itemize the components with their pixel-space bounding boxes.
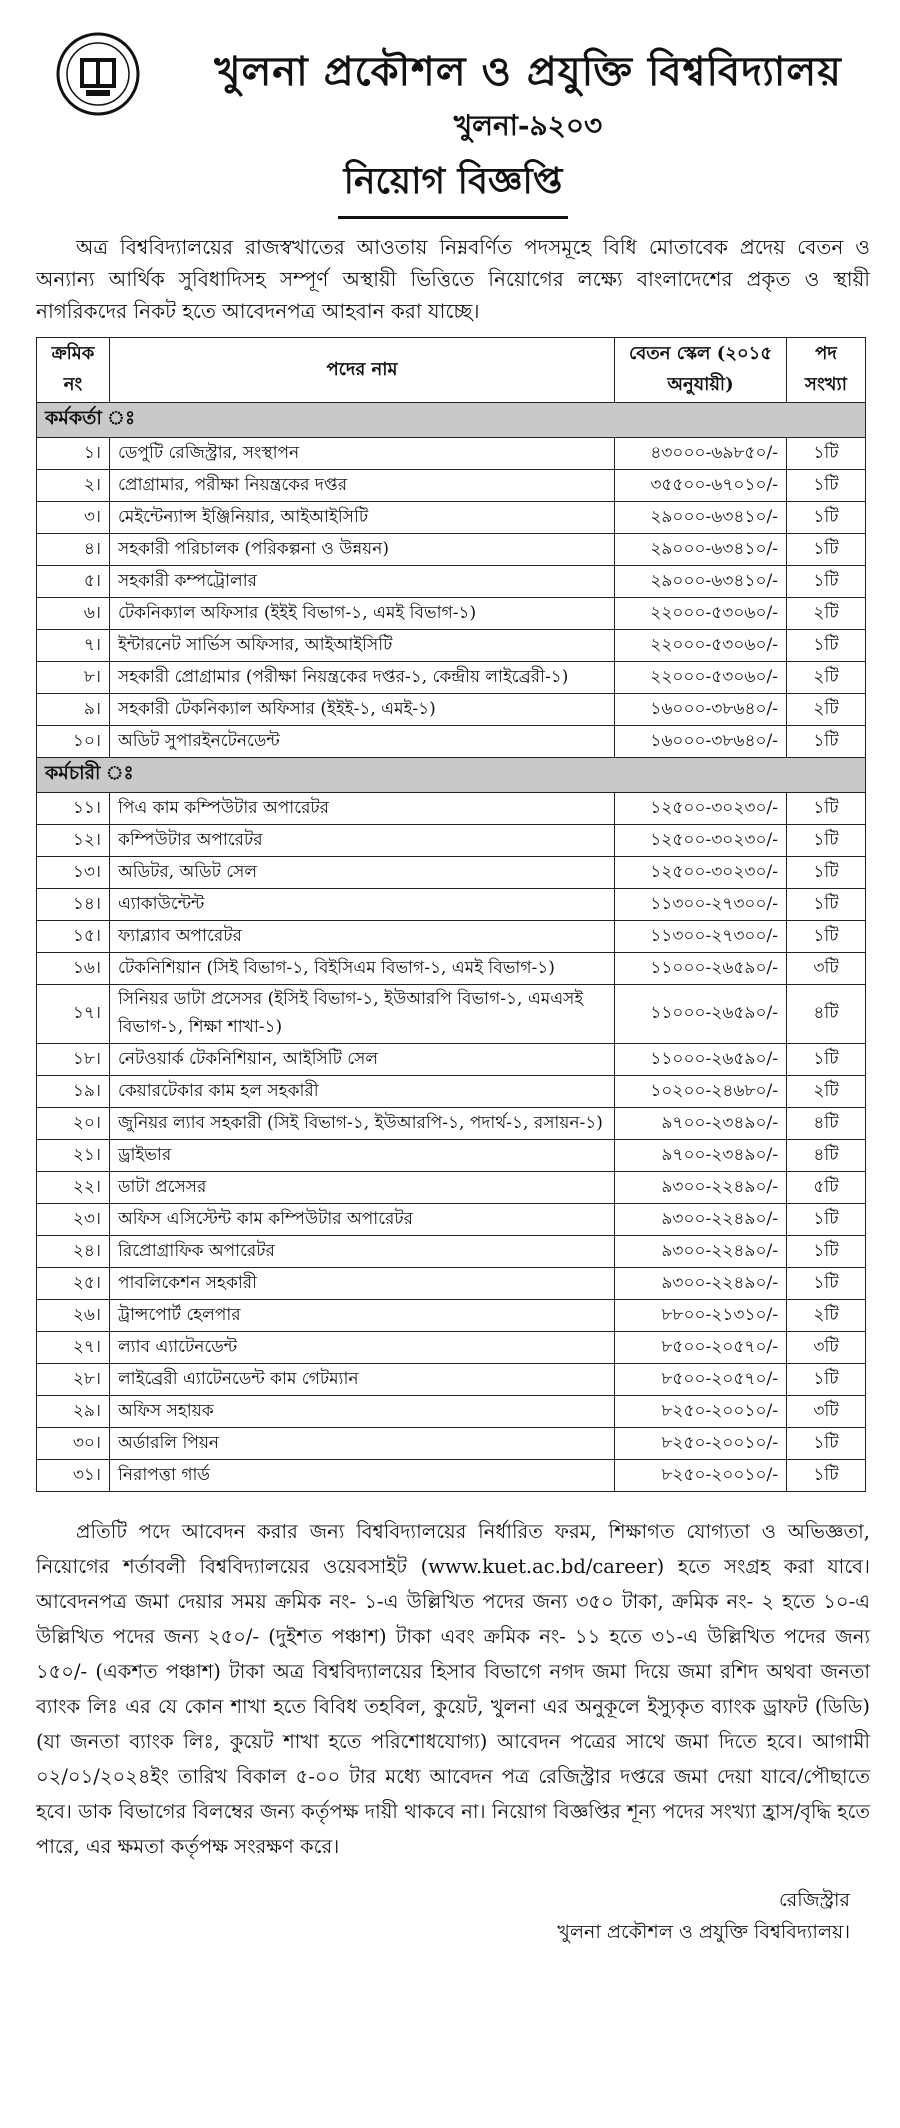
post-name-cell: কেয়ারটেকার কাম হল সহকারী [110, 1076, 615, 1108]
table-row [37, 1268, 866, 1300]
pay-scale-cell: ১১৩০০-২৭৩০০/- [615, 921, 787, 953]
post-count-cell: ৩টি [787, 1332, 866, 1364]
post-count-cell: ১টি [787, 857, 866, 889]
post-name-cell: অফিস সহায়ক [110, 1396, 615, 1428]
post-count-cell: ১টি [787, 502, 866, 534]
pay-scale-cell: ৪৩০০০-৬৯৮৫০/- [615, 438, 787, 470]
post-count-cell: ১টি [787, 566, 866, 598]
pay-scale-cell: ২৯০০০-৬৩৪১০/- [615, 502, 787, 534]
post-count-cell: ১টি [787, 1460, 866, 1492]
pay-scale-cell: ২২০০০-৫৩০৬০/- [615, 630, 787, 662]
post-name-cell: ল্যাব এ্যাটেনডেন্ট [110, 1332, 615, 1364]
pay-scale-cell: ১১০০০-২৬৫৯০/- [615, 953, 787, 985]
application-instructions: প্রতিটি পদে আবেদন করার জন্য বিশ্ববিদ্যালয়ের নির্ধারিত ফরম, শিক্ষাগত যোগ্যতা ও অভিজ্ঞতা, নিয়োগের শর্তাবলী বিশ্ববিদ্যালয়ের ওয়েবসাইট (www.kuet.ac.bd/career) হতে সংগ্রহ করা যাবে। আবেদনপত্র জমা দেয়ার সময় ক্রমিক নং- ১-এ উল্লিখিত পদের জন্য ৩৫০ টাকা, ক্রমিক নং- ২ হতে ১০-এ উল্লিখিত পদের জন্য ২৫০/- (দুইশত পঞ্চাশ) টাকা এবং ক্রমিক নং- ১১ হতে ৩১-এ উল্লিখিত পদের জন্য ১৫০/- (একশত পঞ্চাশ) টাকা অত্র বিশ্ববিদ্যালয়ের হিসাব বিভাগে নগদ জমা দিয়ে জমা রশিদ অথবা জনতা ব্যাংক লিঃ এর যে কোন শাখা হতে বিবিধ তহবিল, কুয়েট, খুলনা এর অনুকূলে ইস্যুকৃত ব্যাংক ড্রাফট (ডিডি) (যা জনতা ব্যাংক লিঃ, কুয়েট শাখা হতে পরিশোধযোগ্য) আবেদন পত্রের সাথে জমা দিতে হবে। আগামী ০২/০১/২০২৪ইং তারিখ বিকাল ৫-০০ টার মধ্যে আবেদন পত্র রেজিস্ট্রার দপ্তরে জমা দেয়া যাবে/পৌছাতে হবে। ডাক বিভাগের বিলম্বের জন্য কর্তৃপক্ষ দায়ী থাকবে না। নিয়োগ বিজ্ঞপ্তির শূন্য পদের সংখ্যা হ্রাস/বৃদ্ধি হতে পারে, এর ক্ষমতা কর্তৃপক্ষ সংরক্ষণ করে। [36, 1520, 870, 1858]
serial-cell: ২১। [37, 1140, 110, 1172]
post-count-cell: ৫টি [787, 1172, 866, 1204]
serial-cell: ৮। [37, 662, 110, 694]
post-count-cell: ২টি [787, 1076, 866, 1108]
table-row [37, 1044, 866, 1076]
post-count-cell: ১টি [787, 534, 866, 566]
pay-scale-cell: ৮২৫০-২০০১০/- [615, 1396, 787, 1428]
signature-org: খুলনা প্রকৌশল ও প্রযুক্তি বিশ্ববিদ্যালয়। [557, 1920, 850, 1943]
post-name-cell: সহকারী কম্পট্রোলার [110, 566, 615, 598]
pay-scale-cell: ৯৩০০-২২৪৯০/- [615, 1236, 787, 1268]
serial-cell: ২৪। [37, 1236, 110, 1268]
signature-block [36, 1884, 870, 1948]
post-name-cell: অফিস এসিস্টেন্ট কাম কম্পিউটার অপারেটর [110, 1204, 615, 1236]
table-row [37, 1300, 866, 1332]
pay-scale-cell: ৯৭০০-২৩৪৯০/- [615, 1140, 787, 1172]
post-count-cell: ১টি [787, 1044, 866, 1076]
post-count-cell: ১টি [787, 1204, 866, 1236]
serial-cell: ২৫। [37, 1268, 110, 1300]
serial-cell: ২২। [37, 1172, 110, 1204]
vacancy-table [36, 337, 866, 1492]
post-name-cell: সহকারী প্রোগ্রামার (পরীক্ষা নিয়ন্ত্রকের দপ্তর-১, কেন্দ্রীয় লাইব্রেরী-১) [110, 662, 615, 694]
post-name-cell: অডিট সুপারইনটেনডেন্ট [110, 726, 615, 758]
post-count-cell: ৪টি [787, 1140, 866, 1172]
pay-scale-cell: ১০২০০-২৪৬৮০/- [615, 1076, 787, 1108]
serial-cell: ১। [37, 438, 110, 470]
pay-scale-cell: ১২৫০০-৩০২৩০/- [615, 793, 787, 825]
serial-cell: ২৯। [37, 1396, 110, 1428]
table-row [37, 630, 866, 662]
serial-cell: ৭। [37, 630, 110, 662]
serial-cell: ৬। [37, 598, 110, 630]
header [36, 18, 870, 148]
pay-scale-cell: ১২৫০০-৩০২৩০/- [615, 825, 787, 857]
post-count-cell: ১টি [787, 1364, 866, 1396]
table-row [37, 825, 866, 857]
table-row [37, 1332, 866, 1364]
table-row [37, 921, 866, 953]
post-name-cell: ফ্যাব্ল্যাব অপারেটর [110, 921, 615, 953]
serial-cell: ১৪। [37, 889, 110, 921]
pay-scale-cell: ৮৫০০-২০৫৭০/- [615, 1364, 787, 1396]
post-name-cell: রিপ্রোগ্রাফিক অপারেটর [110, 1236, 615, 1268]
post-name-cell: ড্রাইভার [110, 1140, 615, 1172]
pay-scale-cell: ৯৩০০-২২৪৯০/- [615, 1204, 787, 1236]
table-row [37, 1140, 866, 1172]
pay-scale-cell: ১১০০০-২৬৫৯০/- [615, 1044, 787, 1076]
post-count-cell: ২টি [787, 598, 866, 630]
post-count-cell: ৩টি [787, 953, 866, 985]
table-row [37, 694, 866, 726]
university-address: খুলনা-৯২০৩ [453, 109, 603, 142]
section-title: কর্মচারী ঃ [37, 758, 866, 793]
post-count-cell: ১টি [787, 726, 866, 758]
post-count-cell: ১টি [787, 1428, 866, 1460]
serial-cell: ৯। [37, 694, 110, 726]
post-name-cell: কম্পিউটার অপারেটর [110, 825, 615, 857]
table-row [37, 1396, 866, 1428]
post-count-cell: ৩টি [787, 1396, 866, 1428]
serial-cell: ২৬। [37, 1300, 110, 1332]
serial-cell: ৩০। [37, 1428, 110, 1460]
serial-cell: ৪। [37, 534, 110, 566]
post-name-cell: ট্রান্সপোর্ট হেলপার [110, 1300, 615, 1332]
table-row [37, 726, 866, 758]
pay-scale-cell: ১১৩০০-২৭৩০০/- [615, 889, 787, 921]
pay-scale-cell: ৮৫০০-২০৫৭০/- [615, 1332, 787, 1364]
section-row [37, 758, 866, 793]
table-row [37, 953, 866, 985]
table-row [37, 1428, 866, 1460]
serial-cell: ৩। [37, 502, 110, 534]
post-count-cell: ১টি [787, 889, 866, 921]
signature-role: রেজিস্ট্রার [779, 1888, 850, 1911]
table-row [37, 1172, 866, 1204]
table-row [37, 1460, 866, 1492]
post-name-cell: অডিটর, অডিট সেল [110, 857, 615, 889]
table-row [37, 1108, 866, 1140]
serial-cell: ২০। [37, 1108, 110, 1140]
post-name-cell: ডাটা প্রসেসর [110, 1172, 615, 1204]
pay-scale-cell: ২২০০০-৫৩০৬০/- [615, 598, 787, 630]
post-count-cell: ৪টি [787, 985, 866, 1044]
post-name-cell: নেটওয়ার্ক টেকনিশিয়ান, আইসিটি সেল [110, 1044, 615, 1076]
post-name-cell: ডেপুটি রেজিস্ট্রার, সংস্থাপন [110, 438, 615, 470]
serial-cell: ১৩। [37, 857, 110, 889]
header-post-count: পদ সংখ্যা [787, 338, 866, 403]
post-name-cell: অর্ডারলি পিয়ন [110, 1428, 615, 1460]
table-row [37, 438, 866, 470]
university-title: খুলনা প্রকৌশল ও প্রযুক্তি বিশ্ববিদ্যালয় [214, 48, 842, 95]
section-row [37, 403, 866, 438]
serial-cell: ১৬। [37, 953, 110, 985]
post-count-cell: ১টি [787, 1268, 866, 1300]
serial-cell: ১৯। [37, 1076, 110, 1108]
post-count-cell: ১টি [787, 1236, 866, 1268]
post-name-cell: নিরাপত্তা গার্ড [110, 1460, 615, 1492]
pay-scale-cell: ৮২৫০-২০০১০/- [615, 1460, 787, 1492]
post-name-cell: টেকনিশিয়ান (সিই বিভাগ-১, বিইসিএম বিভাগ-১, এমই বিভাগ-১) [110, 953, 615, 985]
post-count-cell: ১টি [787, 793, 866, 825]
table-row [37, 857, 866, 889]
header-post-name: পদের নাম [110, 338, 615, 403]
pay-scale-cell: ১৬০০০-৩৮৬৪০/- [615, 726, 787, 758]
pay-scale-cell: ২৯০০০-৬৩৪১০/- [615, 566, 787, 598]
pay-scale-cell: ১৬০০০-৩৮৬৪০/- [615, 694, 787, 726]
serial-cell: ১৫। [37, 921, 110, 953]
post-count-cell: ২টি [787, 1300, 866, 1332]
post-name-cell: প্রোগ্রামার, পরীক্ষা নিয়ন্ত্রকের দপ্তর [110, 470, 615, 502]
table-row [37, 662, 866, 694]
serial-cell: ২৮। [37, 1364, 110, 1396]
post-count-cell: ১টি [787, 921, 866, 953]
post-name-cell: টেকনিক্যাল অফিসার (ইইই বিভাগ-১, এমই বিভাগ-১) [110, 598, 615, 630]
post-name-cell: জুনিয়র ল্যাব সহকারী (সিই বিভাগ-১, ইউআরপি-১, পদার্থ-১, রসায়ন-১) [110, 1108, 615, 1140]
table-row [37, 566, 866, 598]
university-logo-icon [56, 32, 140, 116]
table-row [37, 534, 866, 566]
pay-scale-cell: ১২৫০০-৩০২৩০/- [615, 857, 787, 889]
post-name-cell: সহকারী টেকনিক্যাল অফিসার (ইইই-১, এমই-১) [110, 694, 615, 726]
intro-paragraph: অত্র বিশ্ববিদ্যালয়ের রাজস্বখাতের আওতায় নিম্নবর্ণিত পদসমূহে বিধি মোতাবেক প্রদেয় বেতন ও অন্যান্য আর্থিক সুবিধাদিসহ সম্পূর্ণ অস্থায়ী ভিত্তিতে নিয়োগের লক্ষ্যে বাংলাদেশের প্রকৃত ও স্থায়ী নাগরিকদের নিকট হতে আবেদনপত্র আহবান করা যাচ্ছে। [36, 235, 870, 323]
pay-scale-cell: ৮৮০০-২১৩১০/- [615, 1300, 787, 1332]
serial-cell: ২। [37, 470, 110, 502]
post-name-cell: মেইন্টেন্যান্স ইঞ্জিনিয়ার, আইআইসিটি [110, 502, 615, 534]
table-header-row [37, 338, 866, 403]
pay-scale-cell: ২৯০০০-৬৩৪১০/- [615, 534, 787, 566]
serial-cell: ২৩। [37, 1204, 110, 1236]
pay-scale-cell: ৩৫৫০০-৬৭০১০/- [615, 470, 787, 502]
serial-cell: ২৭। [37, 1332, 110, 1364]
post-count-cell: ১টি [787, 470, 866, 502]
serial-cell: ১০। [37, 726, 110, 758]
serial-cell: ১৭। [37, 985, 110, 1044]
post-count-cell: ১টি [787, 438, 866, 470]
table-row [37, 1204, 866, 1236]
table-row [37, 598, 866, 630]
serial-cell: ১২। [37, 825, 110, 857]
serial-cell: ১১। [37, 793, 110, 825]
table-row [37, 985, 866, 1044]
post-count-cell: ২টি [787, 662, 866, 694]
pay-scale-cell: ২২০০০-৫৩০৬০/- [615, 662, 787, 694]
post-count-cell: ১টি [787, 630, 866, 662]
post-count-cell: ৪টি [787, 1108, 866, 1140]
pay-scale-cell: ৯৭০০-২৩৪৯০/- [615, 1108, 787, 1140]
post-name-cell: সহকারী পরিচালক (পরিকল্পনা ও উন্নয়ন) [110, 534, 615, 566]
table-row [37, 470, 866, 502]
header-pay-scale: বেতন স্কেল (২০১৫ অনুযায়ী) [615, 338, 787, 403]
table-body [37, 403, 866, 1492]
notice-title: নিয়োগ বিজ্ঞপ্তি [338, 154, 569, 219]
pay-scale-cell: ৮২৫০-২০০১০/- [615, 1428, 787, 1460]
section-title: কর্মকর্তা ঃ [37, 403, 866, 438]
serial-cell: ৫। [37, 566, 110, 598]
post-count-cell: ২টি [787, 694, 866, 726]
table-row [37, 1364, 866, 1396]
pay-scale-cell: ৯৩০০-২২৪৯০/- [615, 1268, 787, 1300]
pay-scale-cell: ১১০০০-২৬৫৯০/- [615, 985, 787, 1044]
serial-cell: ৩১। [37, 1460, 110, 1492]
table-row [37, 502, 866, 534]
table-row [37, 793, 866, 825]
pay-scale-cell: ৯৩০০-২২৪৯০/- [615, 1172, 787, 1204]
post-name-cell: পাবলিকেশন সহকারী [110, 1268, 615, 1300]
serial-cell: ১৮। [37, 1044, 110, 1076]
table-row [37, 889, 866, 921]
table-row [37, 1236, 866, 1268]
post-count-cell: ১টি [787, 825, 866, 857]
header-serial: ক্রমিক নং [37, 338, 110, 403]
post-name-cell: এ্যাকাউন্টেন্ট [110, 889, 615, 921]
post-name-cell: লাইব্রেরী এ্যাটেনডেন্ট কাম গেটম্যান [110, 1364, 615, 1396]
post-name-cell: পিএ কাম কম্পিউটার অপারেটর [110, 793, 615, 825]
post-name-cell: ইন্টারনেট সার্ভিস অফিসার, আইআইসিটি [110, 630, 615, 662]
post-name-cell: সিনিয়র ডাটা প্রসেসর (ইসিই বিভাগ-১, ইউআরপি বিভাগ-১, এমএসই বিভাগ-১, শিক্ষা শাখা-১) [110, 985, 615, 1044]
table-row [37, 1076, 866, 1108]
